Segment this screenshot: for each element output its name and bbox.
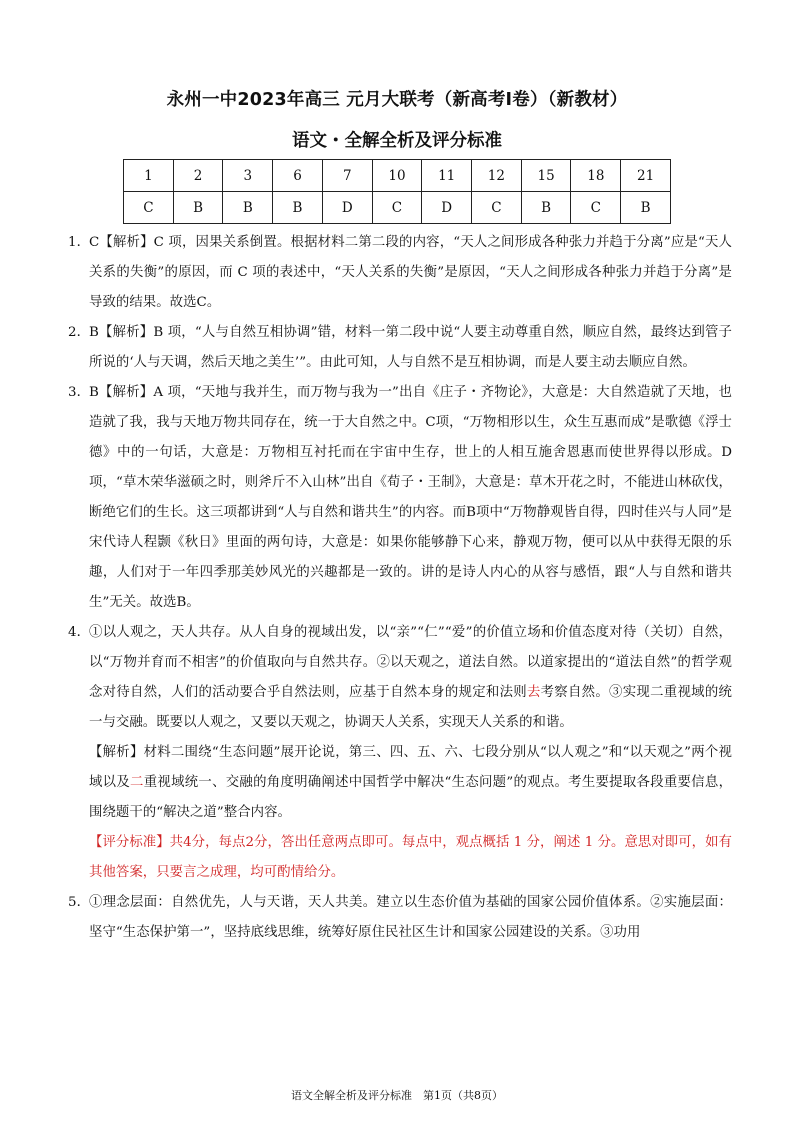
item-number: 1． bbox=[68, 235, 91, 250]
item-text: C【解析】C 项，因果关系倒置。根据材料二第二段的内容，“天人之间形成各种张力并趋于分离”应是“天人关系的失衡”的原因，而 C 项的表述中，“天人关系的失衡”是原因，“天人之间形成各种张力并趋于分离”是导致的结果。故选C。 bbox=[89, 235, 732, 310]
explanation-item-1 bbox=[68, 228, 732, 318]
question-number-cell: 18 bbox=[571, 160, 621, 192]
analysis-text: 重视域统一、交融的角度明确阐述中国哲学中解决“生态问题”的观点。考生要提取各段重要信息，围绕题干的“解决之道”整合内容。 bbox=[89, 775, 733, 820]
question-number-cell: 2 bbox=[173, 160, 223, 192]
item-number: 5． bbox=[68, 895, 91, 910]
answer-table-answer-row bbox=[124, 192, 671, 224]
explanation-item-2 bbox=[68, 318, 732, 378]
question-number-cell: 15 bbox=[521, 160, 571, 192]
question-number-cell: 12 bbox=[472, 160, 522, 192]
question-number-cell: 7 bbox=[322, 160, 372, 192]
item4-scoring-standard: 【评分标准】共4分，每点2分，答出任意两点即可。每点中，观点概括 1 分，阐述 1 分。意思对即可，如有其他答案，只要言之成理，均可酌情给分。 bbox=[89, 835, 732, 880]
question-number-cell: 21 bbox=[621, 160, 671, 192]
item-number: 4． bbox=[68, 625, 91, 640]
answer-cell: B bbox=[521, 192, 571, 224]
explanation-item-5 bbox=[68, 888, 732, 948]
analysis-text: 【解析】材料二围绕“生态问题”展开论说，第三、四、五、六、七段分别从“以人观之”和“以天观之”两个视域以及 bbox=[89, 745, 732, 790]
page-subtitle: 语文・全解全析及评分标准 bbox=[292, 131, 502, 151]
answer-cell: C bbox=[124, 192, 174, 224]
answer-cell: C bbox=[372, 192, 422, 224]
answer-explanations bbox=[68, 228, 732, 948]
item-number: 2． bbox=[68, 325, 91, 340]
answer-cell: B bbox=[173, 192, 223, 224]
question-number-cell: 10 bbox=[372, 160, 422, 192]
explanation-item-3 bbox=[68, 378, 732, 618]
answer-cell: D bbox=[322, 192, 372, 224]
answer-cell: B bbox=[273, 192, 323, 224]
item-text: ①理念层面：自然优先，人与天谐，天人共美。建立以生态价值为基础的国家公园价值体系。②实施层面：坚守“生态保护第一”，坚持底线思维，统筹好原住民社区生计和国家公园建设的关系。③功用 bbox=[89, 895, 732, 940]
answer-text: ①以人观之，天人共存。从人自身的视域出发，以“亲”“仁”“爱”的价值立场和价值态度对待（关切）自然，以“万物并育而不相害”的价值取向与自然共存。②以天观之，道法自然。以道家提出的“道法自然”的哲学观念对待自然，人们的活动要合乎自然法则，应基于自然本身的规定和法则 bbox=[89, 625, 732, 700]
answer-cell: B bbox=[223, 192, 273, 224]
highlighted-text: 二 bbox=[130, 775, 144, 790]
question-number-cell: 3 bbox=[223, 160, 273, 192]
answer-table-number-row bbox=[124, 160, 671, 192]
item-number: 3． bbox=[68, 385, 91, 400]
answer-table bbox=[123, 159, 671, 224]
question-number-cell: 11 bbox=[422, 160, 472, 192]
answer-text: 考察自然。③实现二重视域的统一与交融。既要以人观之，又要以天观之，协调天人关系，实现天人关系的和谐。 bbox=[89, 685, 732, 730]
answer-cell: C bbox=[571, 192, 621, 224]
page-footer: 语文全解全析及评分标准 第1页（共8页） bbox=[291, 1089, 503, 1102]
item4-analysis bbox=[89, 738, 732, 828]
answer-cell: C bbox=[472, 192, 522, 224]
question-number-cell: 1 bbox=[124, 160, 174, 192]
item-text: B【解析】A 项，“天地与我并生，而万物与我为一”出自《庄子・齐物论》，大意是：大自然造就了天地，也造就了我，我与天地万物共同存在，统一于大自然之中。C项，“万物相形以生，众生互惠而成”是歌德《浮士德》中的一句话，大意是：万物相互衬托而在宇宙中生存，世上的人相互施舍恩惠而使世界得以形成。D 项，“草木荣华滋硕之时，则斧斤不入山林”出自《荀子・王制》，大意是：草木开花之时，不能进山林砍伐，断绝它们的生长。这三项都讲到“人与自然和谐共生”的内容。而B项中“万物静观皆自得，四时佳兴与人同”是宋代诗人程颢《秋日》里面的两句诗，大意是：如果你能够静下心来，静观万物，便可以从中获得无限的乐趣，人们对于一年四季那美妙风光的兴趣都是一致的。讲的是诗人内心的从容与感悟，跟“人与自然和谐共生”无关。故选B。 bbox=[89, 385, 732, 610]
highlighted-text: 去 bbox=[526, 685, 541, 700]
answer-cell: B bbox=[621, 192, 671, 224]
item-text: B【解析】B 项，“人与自然互相协调”错，材料一第二段中说“人要主动尊重自然，顺应自然，最终达到管子所说的‘人与天调，然后天地之美生’”。由此可知，人与自然不是互相协调，而是人要主动去顺应自然。 bbox=[89, 325, 732, 370]
answer-cell: D bbox=[422, 192, 472, 224]
question-number-cell: 6 bbox=[273, 160, 323, 192]
explanation-item-4 bbox=[68, 618, 732, 738]
page-title: 永州一中2023年高三 元月大联考（新高考Ⅰ卷）（新教材） bbox=[166, 90, 628, 110]
item4-answer bbox=[89, 618, 732, 738]
